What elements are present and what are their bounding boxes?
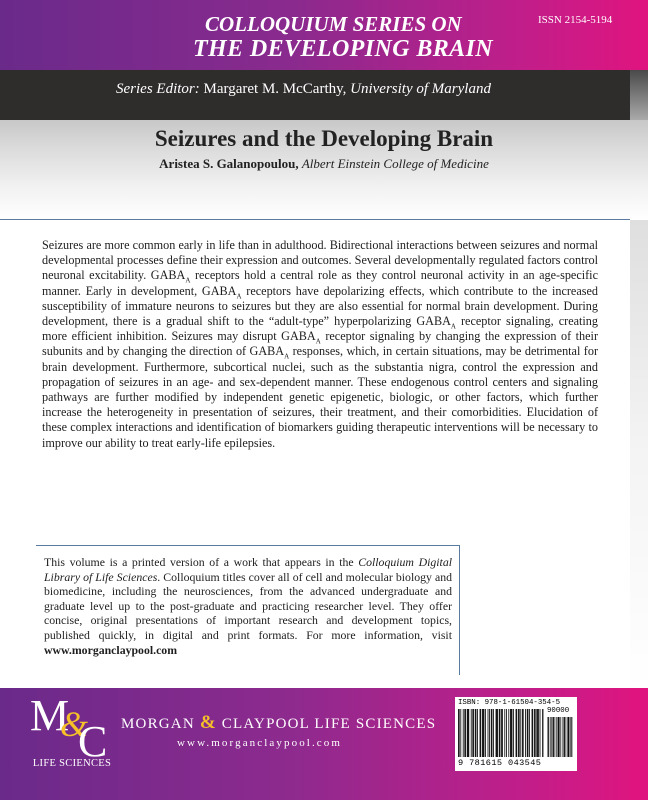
gaba-subscript: A <box>450 322 456 331</box>
barcode-bar <box>523 709 524 757</box>
abstract-part: responses, which, in certain situations, may be detrimental for brain development. Furthermore, subcortical nuclei, such as the substantia nigra, control the expression and propagation of seizures in an age- and sex-dependent manner. These endogenous control centers and signaling pathways are further modified by independent genetic epigenetic, biologic, or other factors, which further increase the heterogeneity in presentation of seizures, their treatment, and their comorbidities. Elucidation of these complex interactions and identification of biomarkers guiding therapeutic interventions will be necessary to improve our ability to treat early-life epilepsies. <box>42 344 598 450</box>
spine-edge-strip-bottom <box>630 688 648 800</box>
barcode-bar <box>485 709 486 757</box>
series-title-line2: THE DEVELOPING BRAIN <box>193 36 494 62</box>
barcode-bar <box>557 717 558 757</box>
barcode-bar <box>525 709 526 757</box>
book-author <box>0 156 648 172</box>
series-editor-line <box>116 81 491 98</box>
barcode-digits: 9 781615 043545 <box>458 758 542 768</box>
barcode-bar <box>511 709 512 757</box>
barcode-bar <box>516 709 517 757</box>
barcode-bar <box>508 709 509 757</box>
barcode-bar <box>472 709 473 757</box>
logo-letter-c: C <box>78 717 108 760</box>
barcode-bar <box>550 717 551 757</box>
barcode-bar <box>571 717 572 757</box>
barcode-bar <box>537 709 538 757</box>
publisher-name-part: CLAYPOOL LIFE SCIENCES <box>216 716 437 732</box>
barcode-bar <box>476 709 477 757</box>
series-title <box>193 12 494 62</box>
abstract-part: receptors hold a central role as they control neuronal activity in an age-specific manner. Early in development, GABA <box>42 268 598 298</box>
barcode-bars <box>458 709 544 757</box>
barcode-bar <box>559 717 560 757</box>
barcode-bar <box>548 717 549 757</box>
mc-logo-icon <box>22 690 122 760</box>
barcode-bar <box>493 709 494 757</box>
gaba-subscript: A <box>284 352 290 361</box>
issn-number: ISSN 2154-5194 <box>538 14 613 26</box>
barcode-bar <box>556 717 557 757</box>
barcode-bar <box>473 709 474 757</box>
library-name: Colloquium Digital Library of Life Sciences <box>44 555 452 584</box>
book-title: Seizures and the Developing Brain <box>154 126 494 151</box>
abstract-part: receptor signaling, creating more efficient inhibition. Seizures may disrupt GABA <box>42 314 598 344</box>
publisher-url: www.morganclaypool.com <box>177 737 343 749</box>
barcode-bar <box>497 709 498 757</box>
barcode-bar <box>567 717 568 757</box>
publisher-website: www.morganclaypool.com <box>44 642 178 657</box>
barcode-bar <box>534 709 535 757</box>
publisher-ampersand: & <box>199 712 217 733</box>
barcode-bar <box>532 709 533 757</box>
title-divider <box>0 219 630 220</box>
barcode-bar <box>518 709 519 757</box>
gaba-subscript: A <box>236 292 242 301</box>
barcode-bar <box>516 709 517 757</box>
barcode-addon-bars <box>547 717 573 757</box>
barcode-bar <box>464 709 465 757</box>
barcode-bar <box>459 709 460 757</box>
isbn-label: ISBN: 978-1-61504-354-5 <box>458 699 561 707</box>
logo-ampersand: & <box>60 704 89 744</box>
publisher-name <box>121 712 436 734</box>
barcode-bar <box>528 709 529 757</box>
barcode-bar <box>559 717 560 757</box>
barcode-bar <box>542 709 543 757</box>
barcode-bar <box>563 717 564 757</box>
gaba-subscript: A <box>315 337 321 346</box>
barcode-bar <box>477 709 478 757</box>
barcode-bar <box>510 709 511 757</box>
barcode-bar <box>471 709 472 757</box>
barcode-bar <box>468 709 469 757</box>
barcode-bar <box>484 709 485 757</box>
barcode-bar <box>496 709 497 757</box>
barcode-bar <box>480 709 481 757</box>
logo-caption: LIFE SCIENCES <box>32 758 112 769</box>
barcode-bar <box>482 709 483 757</box>
barcode-bar <box>519 709 520 757</box>
abstract-part: Seizures are more common early in life than in adulthood. Bidirectional interactions between seizures and normal developmental processes define their expression and outcomes. Several developmentally regulated factors control neuronal excitability. GABA <box>42 238 598 283</box>
barcode-bar <box>548 717 549 757</box>
series-editor-label: Series Editor: <box>116 81 200 97</box>
abstract-part: receptor signaling by changing the expression of their subunits and by changing the direction of GABA <box>42 329 598 359</box>
barcode-bar <box>468 709 469 757</box>
barcode-bar <box>506 709 507 757</box>
barcode-bar <box>560 717 561 757</box>
barcode-bar <box>496 709 497 757</box>
barcode-bar <box>458 709 459 757</box>
barcode-bar <box>540 709 541 757</box>
barcode-bar <box>553 717 554 757</box>
barcode-bar <box>480 709 481 757</box>
gaba-subscript: A <box>185 276 191 285</box>
barcode-bar <box>538 709 539 757</box>
colloquium-info-text <box>44 555 452 657</box>
barcode-bar <box>566 717 567 757</box>
barcode-bar <box>460 709 461 757</box>
barcode-bar <box>568 717 569 757</box>
barcode-bar <box>467 709 468 757</box>
barcode-bar <box>465 709 466 757</box>
barcode-bar <box>551 717 552 757</box>
publisher-name-part: MORGAN <box>121 716 200 732</box>
barcode-bar <box>570 717 571 757</box>
barcode-bar <box>500 709 501 757</box>
barcode-bar <box>552 717 553 757</box>
barcode-bar <box>570 717 571 757</box>
barcode-bar <box>463 709 464 757</box>
abstract-part: receptors have depolarizing effects, which contribute to the increased susceptibility of immature neurons to seizures but they are also essential for normal brain development. During development, there is a gradual shift to the “adult-type” hyperpolarizing GABA <box>42 283 598 329</box>
barcode-bar <box>522 709 523 757</box>
publisher-logo <box>22 690 122 790</box>
isbn-barcode <box>455 697 577 771</box>
barcode-bar <box>504 709 505 757</box>
series-title-line1: COLLOQUIUM SERIES ON <box>205 12 462 36</box>
barcode-bar <box>492 709 493 757</box>
barcode-bar <box>535 709 536 757</box>
barcode-addon-number: 90000 <box>547 707 570 715</box>
abstract-text <box>42 238 598 451</box>
barcode-bar <box>549 717 550 757</box>
barcode-bar <box>501 709 502 757</box>
barcode-bar <box>512 709 513 757</box>
barcode-bar <box>489 709 490 757</box>
barcode-bar <box>558 717 559 757</box>
author-name: Aristea S. Galanopoulou, <box>159 156 299 171</box>
barcode-bar <box>488 709 489 757</box>
barcode-bar <box>572 717 573 757</box>
barcode-bar <box>502 709 503 757</box>
barcode-bar <box>475 709 476 757</box>
barcode-bar <box>520 709 521 757</box>
series-editor-affiliation: University of Maryland <box>350 81 491 97</box>
barcode-bar <box>555 717 556 757</box>
barcode-bar <box>536 709 537 757</box>
author-affiliation: Albert Einstein College of Medicine <box>301 156 489 171</box>
barcode-bar <box>564 717 565 757</box>
logo-letter-m: M <box>30 691 70 740</box>
barcode-bar <box>554 717 555 757</box>
series-editor-name: Margaret M. McCarthy, <box>203 81 347 97</box>
info-part: This volume is a printed version of a work that appears in the <box>44 555 359 569</box>
barcode-bar <box>565 717 566 757</box>
barcode-bar <box>527 709 528 757</box>
barcode-bar <box>513 709 514 757</box>
barcode-bar <box>499 709 500 757</box>
barcode-bar <box>491 709 492 757</box>
barcode-bar <box>483 709 484 757</box>
barcode-bar <box>529 709 530 757</box>
info-part: . Colloquium titles cover all of cell and molecular biology and biomedicine, including the neurosciences, from the advanced undergraduate and graduate level up to the post-graduate and practicing researcher level. They offer concise, original presentations of important research and development topics, published quickly, in digital and print formats. For more information, visit <box>44 569 452 642</box>
barcode-bar <box>532 709 533 757</box>
barcode-bar <box>568 717 569 757</box>
barcode-bar <box>562 717 563 757</box>
